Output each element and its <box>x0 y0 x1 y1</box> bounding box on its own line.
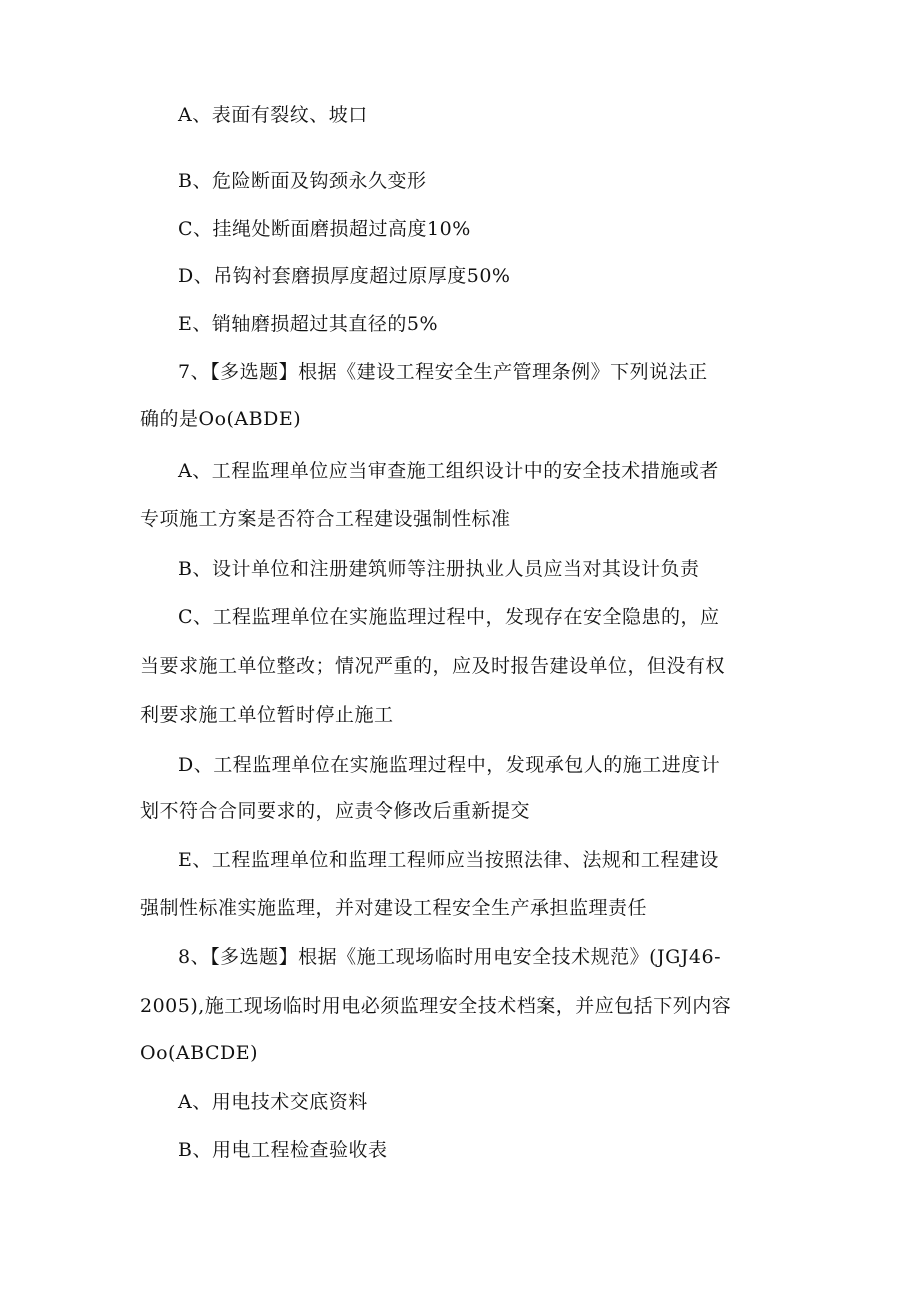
question-8-line-1: 8、【多选题】根据《施工现场临时用电安全技术规范》(JGJ46- <box>178 946 722 968</box>
option-d-q6: D、吊钩衬套磨损厚度超过原厚度50% <box>178 265 511 287</box>
option-e-q7-line-1: E、工程监理单位和监理工程师应当按照法律、法规和工程建设 <box>178 849 719 871</box>
option-a-q6: A、表面有裂纹、坡口 <box>178 104 368 126</box>
question-7-line-1: 7、【多选题】根据《建设工程安全生产管理条例》下列说法正 <box>178 361 708 383</box>
option-a-q7-line-2: 专项施工方案是否符合工程建设强制性标准 <box>140 508 511 530</box>
option-b-q8: B、用电工程检查验收表 <box>178 1139 388 1161</box>
option-a-q8: A、用电技术交底资料 <box>178 1091 368 1113</box>
question-7-line-2: 确的是Oo(ABDE) <box>140 408 302 430</box>
option-c-q7-line-1: C、工程监理单位在实施监理过程中，发现存在安全隐患的，应 <box>178 606 720 628</box>
option-e-q7-line-2: 强制性标准实施监理，并对建设工程安全生产承担监理责任 <box>140 897 648 919</box>
option-c-q6: C、挂绳处断面磨损超过高度10% <box>178 218 471 240</box>
option-c-q7-line-2: 当要求施工单位整改；情况严重的，应及时报告建设单位，但没有权 <box>140 655 726 677</box>
option-c-q7-line-3: 利要求施工单位暂时停止施工 <box>140 704 394 726</box>
option-d-q7-line-2: 划不符合合同要求的，应责令修改后重新提交 <box>140 800 531 822</box>
question-8-line-2: 2005),施工现场临时用电必须监理安全技术档案，并应包括下列内容 <box>140 995 732 1017</box>
option-d-q7-line-1: D、工程监理单位在实施监理过程中，发现承包人的施工进度计 <box>178 754 721 776</box>
option-b-q7: B、设计单位和注册建筑师等注册执业人员应当对其设计负责 <box>178 558 700 580</box>
option-e-q6: E、销轴磨损超过其直径的5% <box>178 313 439 335</box>
question-8-line-3: Oo(ABCDE) <box>140 1042 259 1064</box>
option-b-q6: B、危险断面及钩颈永久变形 <box>178 170 427 192</box>
option-a-q7-line-1: A、工程监理单位应当审查施工组织设计中的安全技术措施或者 <box>178 460 719 482</box>
